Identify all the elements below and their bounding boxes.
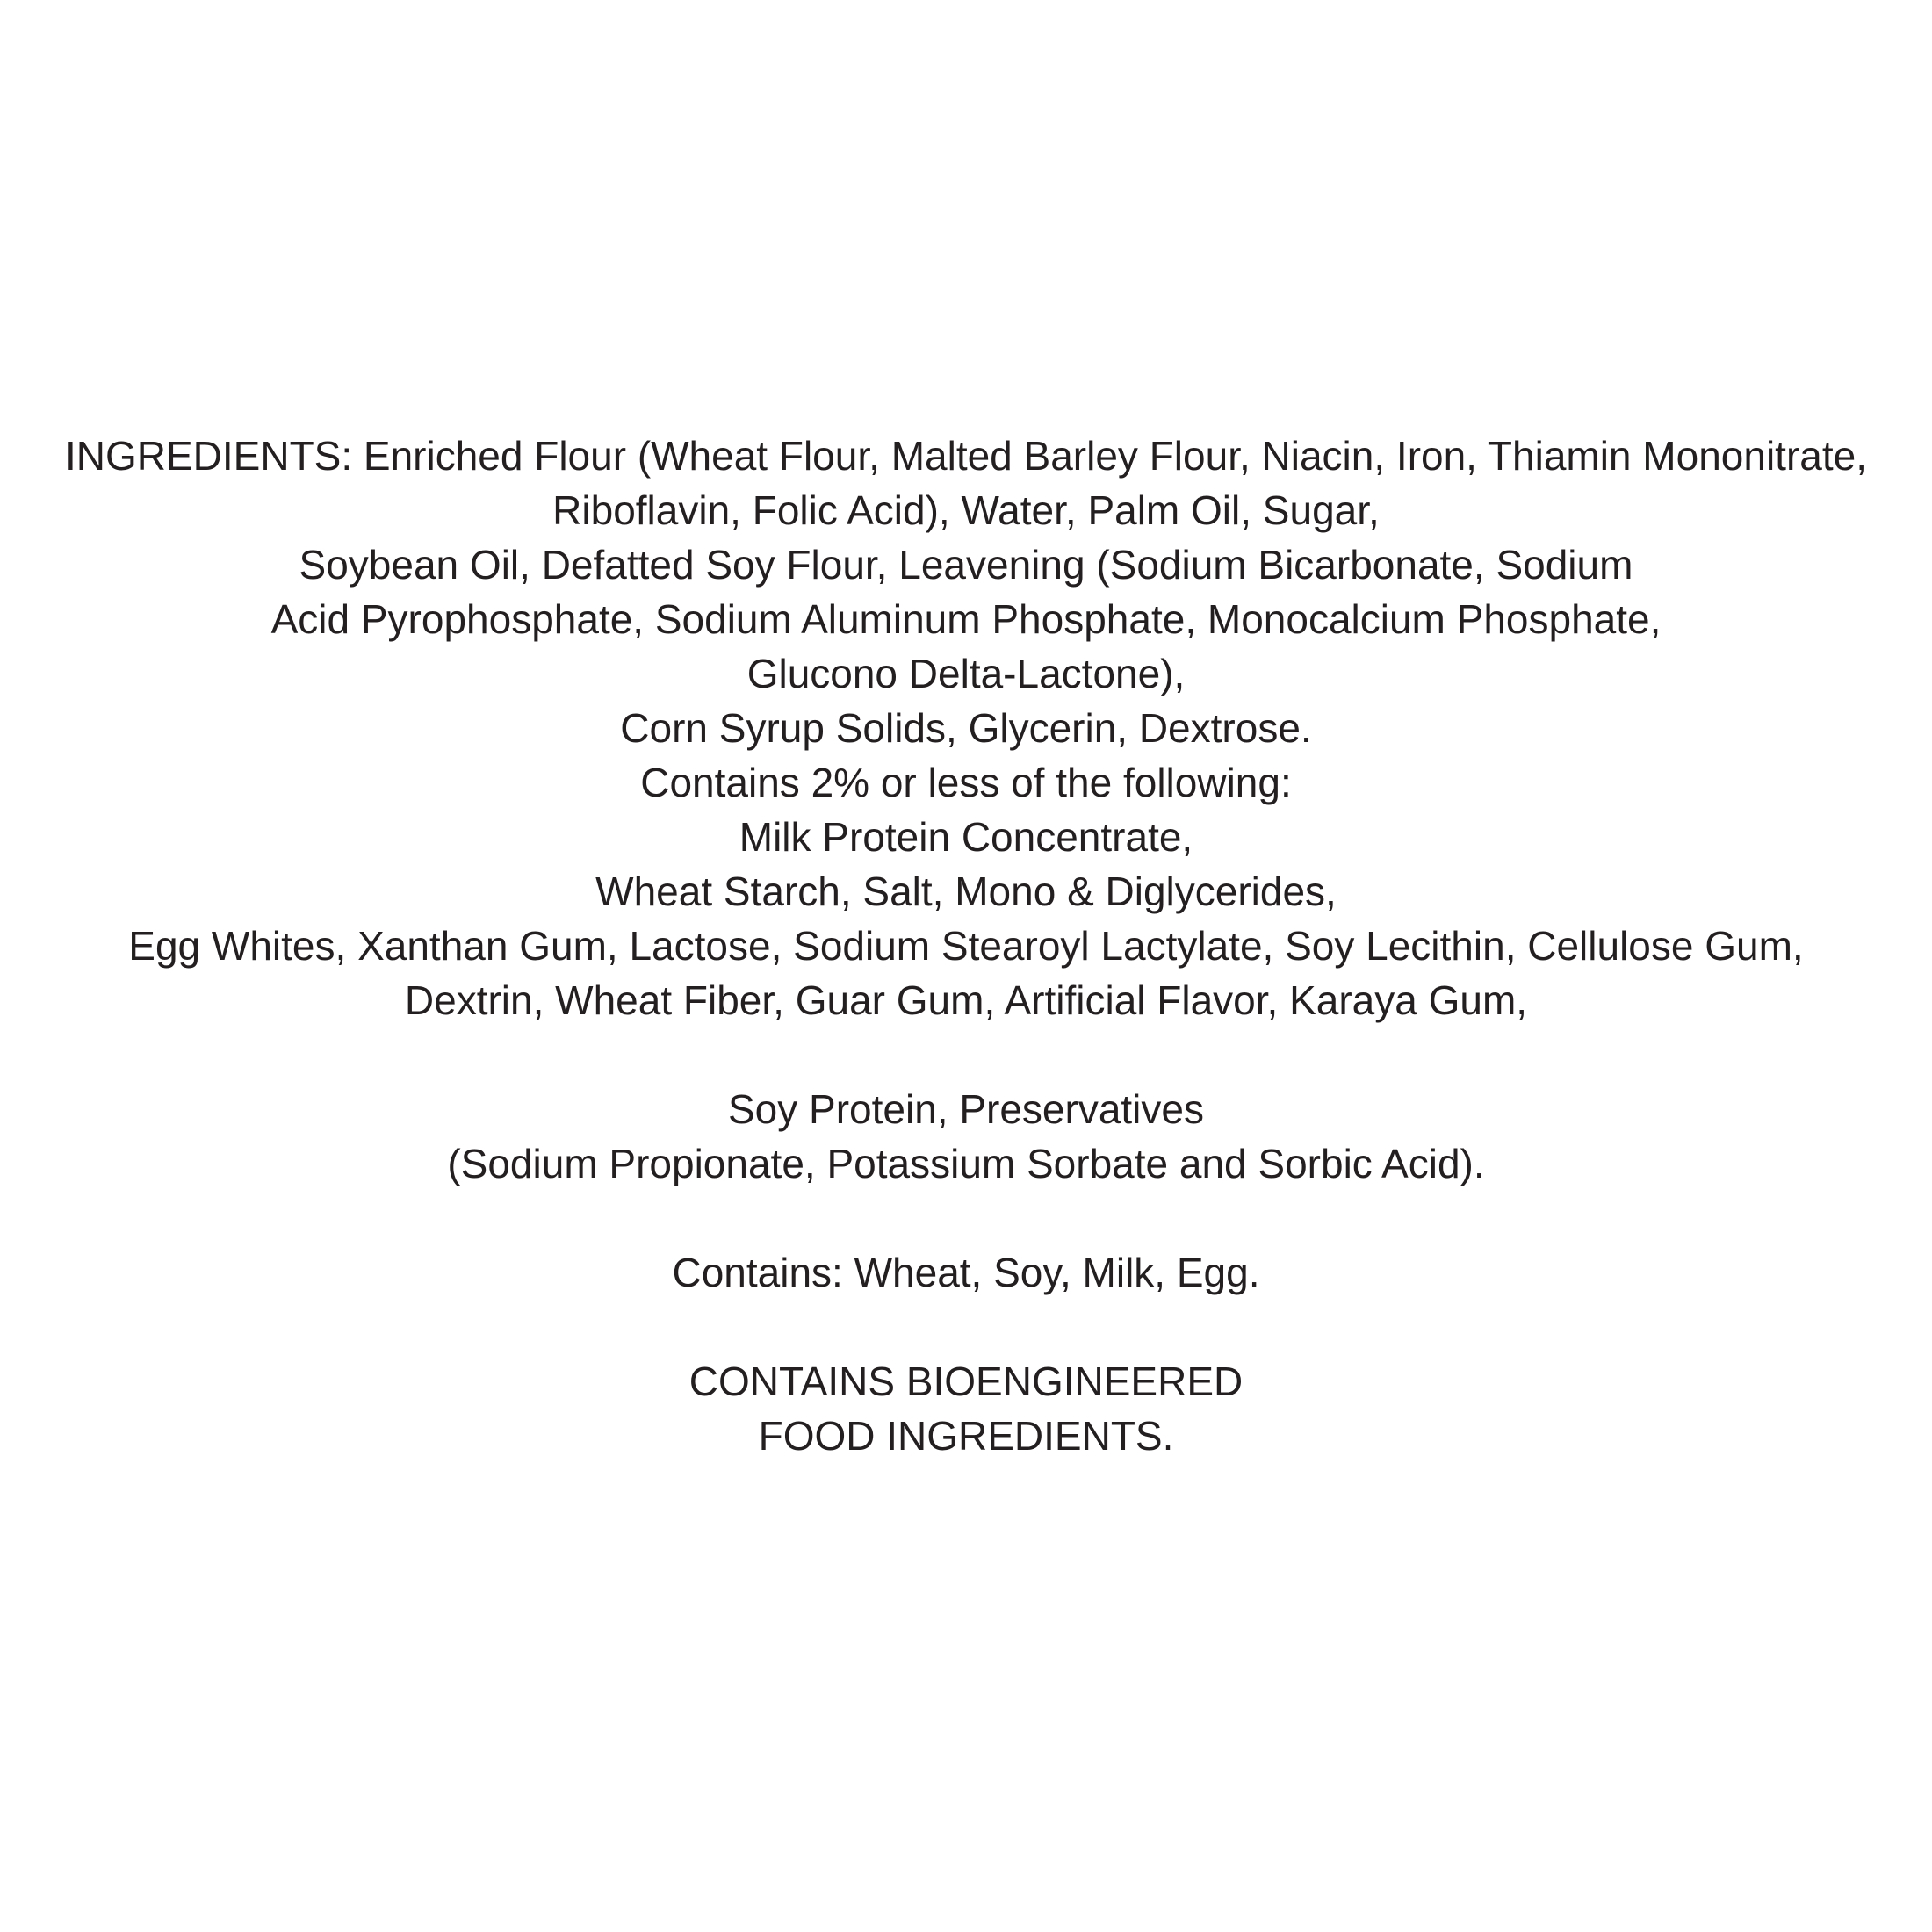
ingredients-line: Wheat Starch, Salt, Mono & Diglycerides,: [595, 869, 1337, 914]
ingredients-line: Dextrin, Wheat Fiber, Guar Gum, Artificial Flavor, Karaya Gum,: [404, 977, 1528, 1023]
ingredients-line: Milk Protein Concentrate,: [739, 814, 1193, 860]
blank-line: [0, 1300, 1932, 1354]
allergen-statement: Contains: Wheat, Soy, Milk, Egg.: [672, 1250, 1260, 1295]
bioengineered-statement-line-1: CONTAINS BIOENGINEERED: [688, 1359, 1244, 1404]
ingredients-line: Acid Pyrophosphate, Sodium Aluminum Phosphate, Monocalcium Phosphate,: [270, 596, 1662, 642]
ingredients-line: Soybean Oil, Defatted Soy Flour, Leavening (Sodium Bicarbonate, Sodium: [299, 542, 1633, 588]
blank-line: [0, 1191, 1932, 1245]
ingredients-line: INGREDIENTS: Enriched Flour (Wheat Flour, Malted Barley Flour, Niacin, Iron, Thiamin Mononitrate,: [64, 433, 1867, 479]
bioengineered-statement-line-2: FOOD INGREDIENTS.: [758, 1413, 1174, 1459]
ingredients-line: Riboflavin, Folic Acid), Water, Palm Oil, Sugar,: [552, 487, 1380, 533]
ingredients-line: Soy Protein, Preservatives: [727, 1086, 1204, 1132]
ingredients-line: Egg Whites, Xanthan Gum, Lactose, Sodium Stearoyl Lactylate, Soy Lecithin, Cellulose Gum,: [128, 923, 1804, 969]
ingredients-line: Contains 2% or less of the following:: [640, 760, 1292, 805]
blank-line: [0, 1027, 1932, 1082]
ingredients-line: Glucono Delta-Lactone),: [746, 651, 1186, 696]
ingredients-line: (Sodium Propionate, Potassium Sorbate and Sorbic Acid).: [447, 1141, 1485, 1186]
ingredient-label: [0, 429, 1932, 1463]
ingredients-line: Corn Syrup Solids, Glycerin, Dextrose.: [620, 705, 1312, 751]
